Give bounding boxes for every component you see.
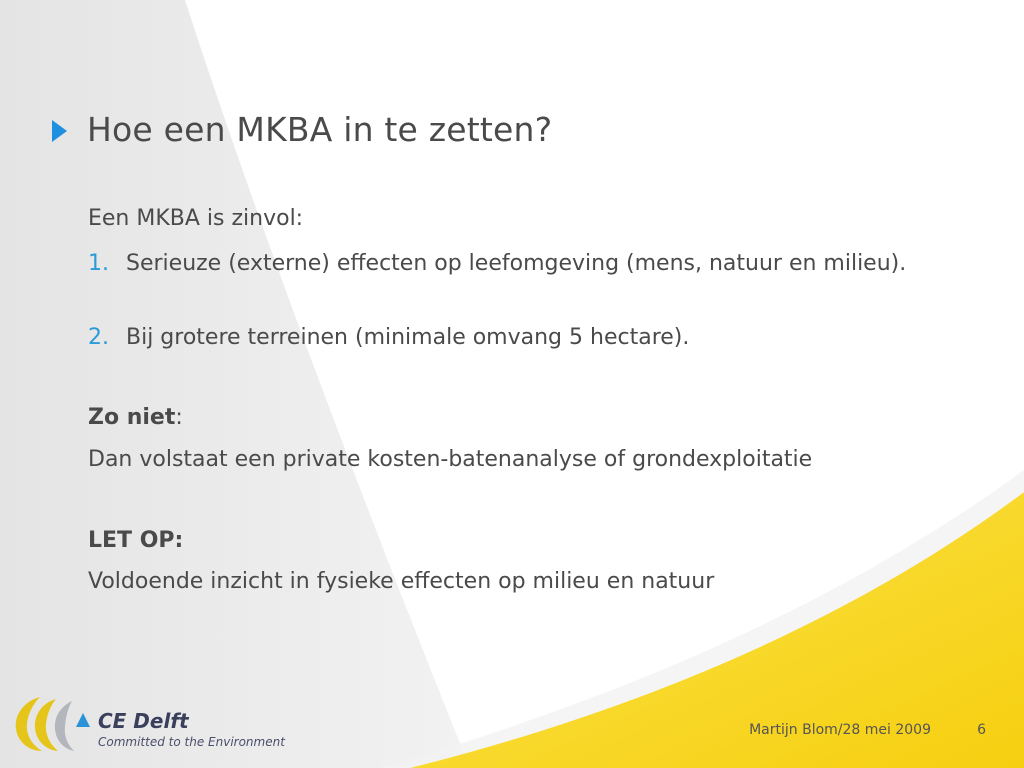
list-item-text: Serieuze (externe) effecten op leefomgeving (mens, natuur en milieu). (126, 251, 907, 276)
zo-niet-heading (88, 405, 183, 430)
logo-tagline-text: Committed to the Environment (98, 735, 285, 749)
list-item-number: 2. (88, 325, 109, 350)
list-item-text: Bij grotere terreinen (minimale omvang 5 hectare). (126, 325, 690, 350)
let-op-heading: LET OP: (88, 528, 184, 553)
intro-text: Een MKBA is zinvol: (88, 206, 304, 231)
zo-niet-text: Dan volstaat een private kosten-batenanalyse of grondexploitatie (88, 447, 813, 472)
ce-delft-logo-mark-icon (10, 693, 92, 755)
logo-brand-text: CE Delft (98, 709, 189, 733)
bullet-arrow-icon (52, 120, 67, 142)
zo-niet-label: Zo niet (88, 405, 176, 430)
slide-title: Hoe een MKBA in te zetten? (87, 110, 553, 149)
footer-page-number: 6 (977, 722, 986, 738)
slide-title-row (52, 110, 552, 149)
zo-niet-colon: : (175, 405, 183, 430)
ce-delft-logo (10, 693, 285, 755)
list-item-number: 1. (88, 251, 109, 276)
footer-author-date: Martijn Blom/28 mei 2009 (749, 722, 931, 738)
let-op-text: Voldoende inzicht in fysieke effecten op milieu en natuur (88, 569, 715, 594)
